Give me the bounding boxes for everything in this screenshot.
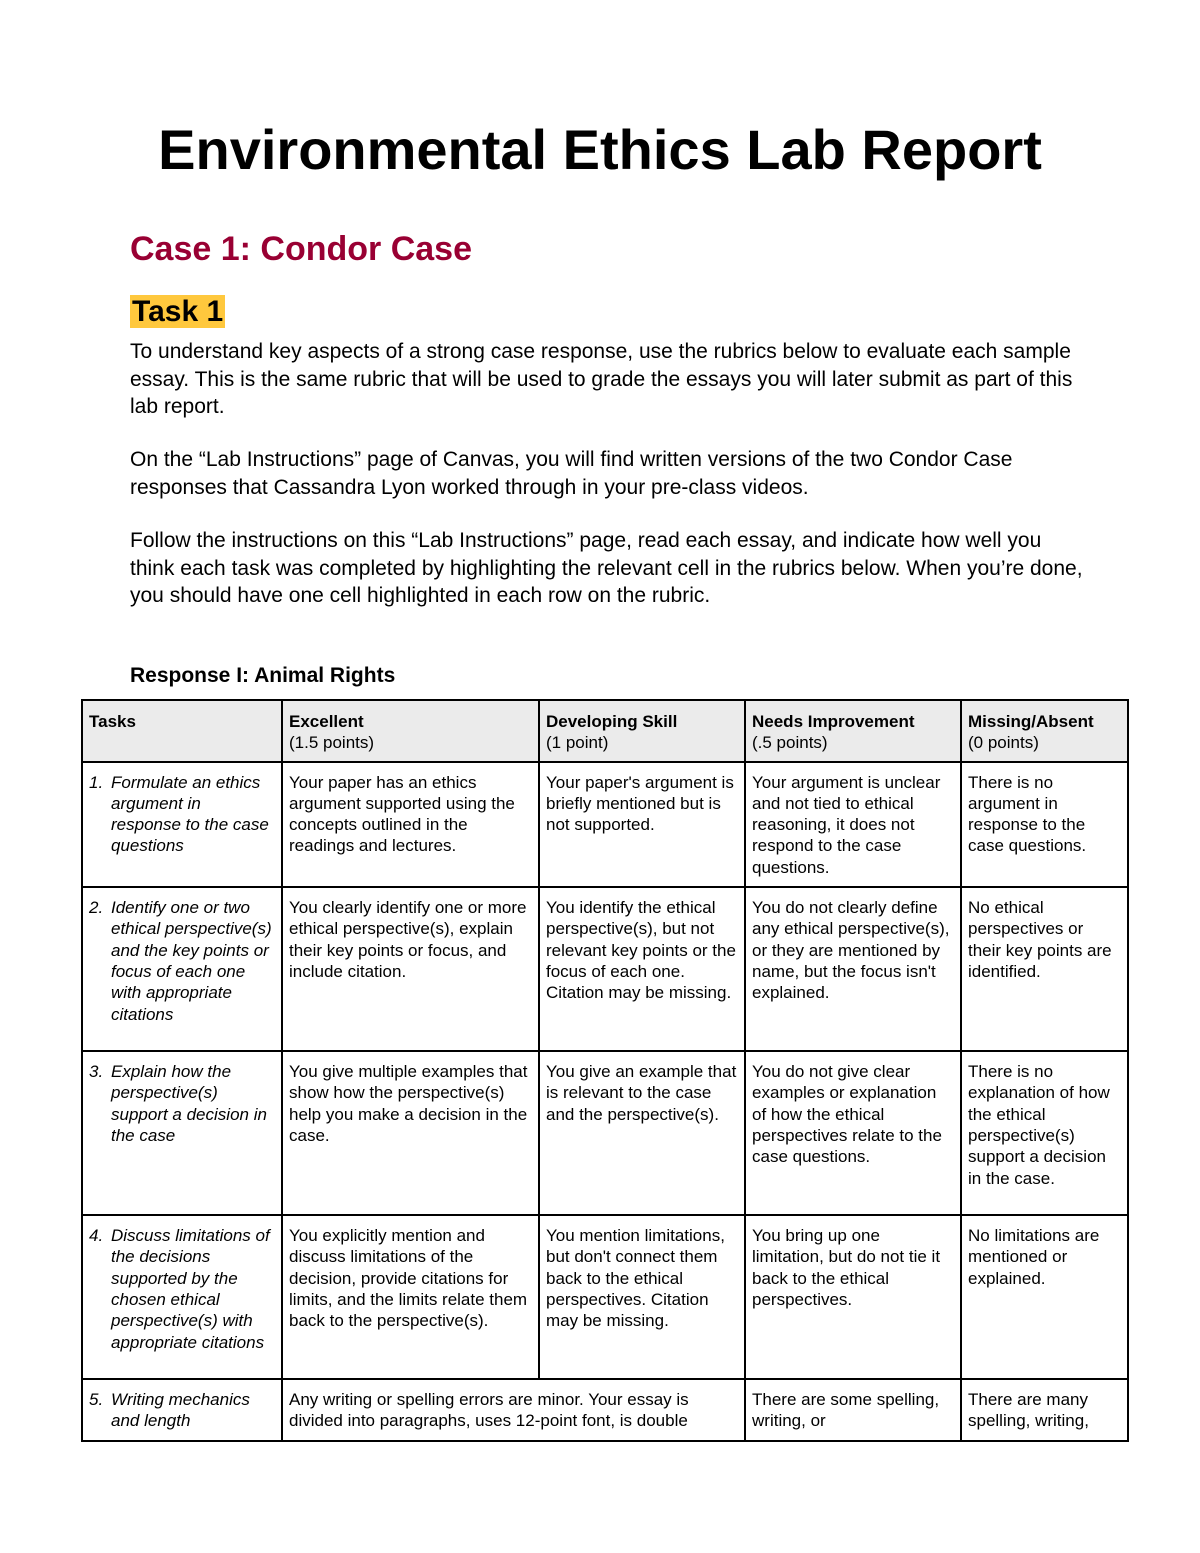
task-heading-highlight: Task 1	[132, 295, 224, 328]
rubric-row	[82, 887, 1128, 1051]
task-cell[interactable]	[82, 1379, 282, 1441]
instructions-paragraph-2: On the “Lab Instructions” page of Canvas, you will find written versions of the two Condor Case responses that Cassandra Lyon worked through in your pre-class videos.	[130, 448, 1013, 499]
needs-improvement-cell[interactable]: Your argument is unclear and not tied to ethical reasoning, it does not respond to the case questions.	[745, 762, 961, 887]
task-text: Formulate an ethics argument in response to the case questions	[111, 772, 269, 856]
task-cell[interactable]	[82, 1051, 282, 1215]
header-missing-absent[interactable]	[961, 700, 1128, 762]
needs-improvement-cell[interactable]: You bring up one limitation, but do not tie it back to the ethical perspectives.	[745, 1215, 961, 1379]
case-heading: Case 1: Condor Case	[130, 230, 472, 268]
header-label: Needs Improvement	[752, 712, 915, 731]
instructions-paragraph-1: To understand key aspects of a strong case response, use the rubrics below to evaluate each sample essay. This is the same rubric that will be used to grade the essays you will later submit as part of this lab report.	[130, 340, 1073, 418]
excellent-cell[interactable]: You give multiple examples that show how the perspective(s) help you make a decision in the case.	[282, 1051, 539, 1215]
header-label: Excellent	[289, 712, 364, 731]
excellent-cell[interactable]: Any writing or spelling errors are minor. Your essay is divided into paragraphs, uses 12-point font, is double	[282, 1379, 745, 1441]
response-heading: Response I: Animal Rights	[130, 664, 396, 687]
missing-cell[interactable]: No limitations are mentioned or explained.	[961, 1215, 1128, 1379]
developing-cell[interactable]: You mention limitations, but don't connect them back to the ethical perspectives. Citation may be missing.	[539, 1215, 745, 1379]
header-excellent[interactable]	[282, 700, 539, 762]
task-cell[interactable]	[82, 887, 282, 1051]
task-number: 3.	[89, 1062, 104, 1082]
developing-cell[interactable]: You give an example that is relevant to the case and the perspective(s).	[539, 1051, 745, 1215]
task-cell[interactable]	[82, 762, 282, 887]
rubric-row	[82, 1215, 1128, 1379]
header-needs-improvement[interactable]	[745, 700, 961, 762]
header-developing-skill[interactable]	[539, 700, 745, 762]
header-label: Tasks	[89, 712, 136, 731]
missing-cell[interactable]: There is no argument in response to the case questions.	[961, 762, 1128, 887]
developing-cell[interactable]: Your paper's argument is briefly mentioned but is not supported.	[539, 762, 745, 887]
header-points: (0 points)	[968, 733, 1039, 753]
rubric-header-row	[82, 700, 1128, 762]
excellent-cell[interactable]: You explicitly mention and discuss limitations of the decision, provide citations for limits, and the limits relate them back to the perspective(s).	[282, 1215, 539, 1379]
needs-improvement-cell[interactable]: You do not clearly define any ethical perspective(s), or they are mentioned by name, but the focus isn't explained.	[745, 887, 961, 1051]
excellent-cell[interactable]: You clearly identify one or more ethical perspective(s), explain their key points or focus, and include citation.	[282, 887, 539, 1051]
missing-cell[interactable]: No ethical perspectives or their key points are identified.	[961, 887, 1128, 1051]
task-number: 5.	[89, 1390, 104, 1410]
task-text: Explain how the perspective(s) support a decision in the case	[111, 1062, 267, 1145]
rubric-row	[82, 1379, 1128, 1441]
header-points: (.5 points)	[752, 733, 828, 753]
needs-improvement-cell[interactable]: You do not give clear examples or explanation of how the ethical perspectives relate to the case questions.	[745, 1051, 961, 1215]
excellent-cell[interactable]: Your paper has an ethics argument supported using the concepts outlined in the readings and lectures.	[282, 762, 539, 887]
header-points: (1 point)	[546, 733, 609, 753]
needs-improvement-cell[interactable]: There are some spelling, writing, or	[745, 1379, 961, 1441]
missing-cell[interactable]: There is no explanation of how the ethical perspective(s) support a decision in the case.	[961, 1051, 1128, 1215]
task-cell[interactable]	[82, 1215, 282, 1379]
rubric-table	[81, 699, 1129, 1442]
rubric-row	[82, 762, 1128, 887]
instructions-paragraph-3: Follow the instructions on this “Lab Instructions” page, read each essay, and indicate how well you think each task was completed by highlighting the relevant cell in the rubrics below. When you’re done, you should have one cell highlighted in each row on the rubric.	[130, 529, 1083, 607]
header-label: Missing/Absent	[968, 712, 1094, 731]
task-number: 2.	[89, 898, 104, 918]
missing-cell[interactable]: There are many spelling, writing,	[961, 1379, 1128, 1441]
document-title: Environmental Ethics Lab Report	[158, 118, 1042, 181]
task-text: Writing mechanics and length	[111, 1390, 250, 1431]
task-number: 4.	[89, 1226, 104, 1246]
rubric-row	[82, 1051, 1128, 1215]
header-label: Developing Skill	[546, 712, 678, 731]
header-points: (1.5 points)	[289, 733, 375, 753]
header-tasks[interactable]	[82, 700, 282, 762]
task-text: Identify one or two ethical perspective(s) and the key points or focus of each one with appropriate citations	[111, 898, 272, 1024]
task-number: 1.	[89, 772, 104, 792]
task-text: Discuss limitations of the decisions supported by the chosen ethical perspective(s) with appropriate citations	[111, 1226, 270, 1352]
task-heading	[130, 292, 225, 332]
developing-cell[interactable]: You identify the ethical perspective(s), but not relevant key points or the focus of each one. Citation may be missing.	[539, 887, 745, 1051]
